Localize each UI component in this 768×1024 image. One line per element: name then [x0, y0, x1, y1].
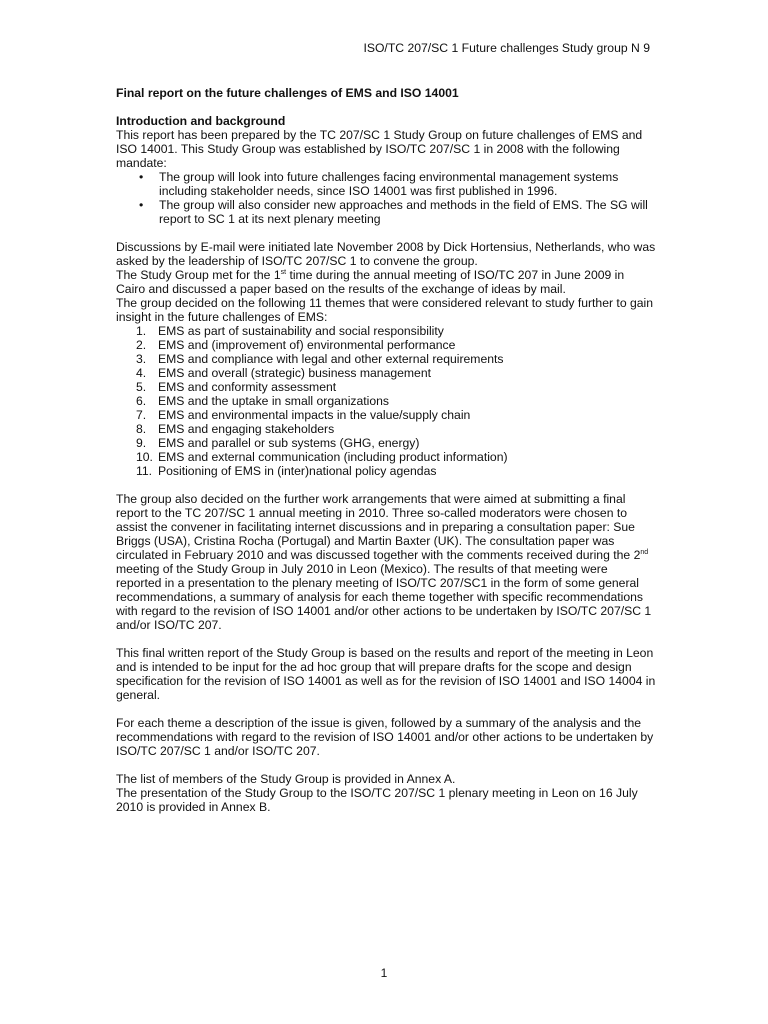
ordinal-superscript: st: [280, 268, 287, 276]
theme-text: EMS as part of sustainability and social responsibility: [158, 324, 444, 338]
theme-number: 10.: [136, 450, 153, 464]
theme-item: [116, 408, 656, 422]
discussions-paragraph: Discussions by E-mail were initiated late November 2008 by Dick Hortensius, Netherlands, who was asked by the leadership of ISO/TC 207/SC 1 to convene the group.: [116, 240, 656, 268]
theme-text: EMS and compliance with legal and other external requirements: [158, 352, 504, 366]
theme-item: [116, 450, 656, 464]
theme-number: 8.: [136, 422, 147, 436]
text-run: The Study Group met for the 1: [116, 268, 281, 282]
document-title: Final report on the future challenges of EMS and ISO 14001: [116, 86, 459, 100]
theme-text: EMS and conformity assessment: [158, 380, 337, 394]
list-item: [116, 198, 656, 226]
theme-text: EMS and the uptake in small organizations: [158, 394, 390, 408]
study-group-met-paragraph: [116, 268, 656, 296]
theme-text: EMS and engaging stakeholders: [158, 422, 335, 436]
final-report-paragraph: This final written report of the Study Group is based on the results and report of the meeting in Leon and is intended to be input for the ad hoc group that will prepare drafts for the scope and design specification for the revision of ISO 14001 as well as for the revision of ISO 14001 and ISO 14004 in general.: [116, 646, 656, 702]
theme-text: EMS and overall (strategic) business management: [158, 366, 431, 380]
theme-number: 4.: [136, 366, 147, 380]
theme-number: 11.: [136, 464, 153, 478]
mandate-bullet-list: [116, 170, 656, 226]
themes-intro-paragraph: The group decided on the following 11 themes that were considered relevant to study further to gain insight in the future challenges of EMS:: [116, 296, 654, 324]
theme-number: 5.: [136, 380, 147, 394]
theme-item: [116, 422, 656, 436]
theme-number: 7.: [136, 408, 147, 422]
theme-item: [116, 436, 656, 450]
each-theme-paragraph: For each theme a description of the issue is given, followed by a summary of the analysis and the recommendations with regard to the revision of ISO 14001 and/or other actions to be undertaken by ISO/TC 207/SC 1 and/or ISO/TC 207.: [116, 716, 654, 758]
theme-text: EMS and external communication (including product information): [158, 450, 508, 464]
page-number: 1: [380, 966, 388, 980]
text-run: time during the annual meeting of ISO/TC 207 in June 2009 in Cairo and discussed a paper based on the results of the exchange of ideas by mail.: [116, 268, 625, 296]
intro-paragraph: This report has been prepared by the TC 207/SC 1 Study Group on future challenges of EMS and ISO 14001. This Study Group was established by ISO/TC 207/SC 1 in 2008 with the following mandate:: [116, 128, 643, 170]
ordinal-superscript: nd: [640, 548, 649, 556]
theme-number: 6.: [136, 394, 147, 408]
theme-item: [116, 352, 656, 366]
theme-number: 2.: [136, 338, 147, 352]
running-header: ISO/TC 207/SC 1 Future challenges Study group N 9: [363, 41, 650, 55]
text-run: The group also decided on the further work arrangements that were aimed at submitting a final report to the TC 207/SC 1 annual meeting in 2010. Three so-called moderators were chosen to assist the convener in facilitating internet discussions and in preparing a consultation paper: Sue Briggs (USA), Cristina Rocha (Portugal) and Martin Baxter (UK). The consultation paper was circulated in February 2010 and was discussed together with the comments received during the 2: [116, 492, 641, 562]
work-arrangements-paragraph: [116, 492, 656, 632]
theme-number: 9.: [136, 436, 147, 450]
theme-text: Positioning of EMS in (inter)national policy agendas: [158, 464, 437, 478]
theme-text: EMS and environmental impacts in the value/supply chain: [158, 408, 471, 422]
theme-text: EMS and (improvement of) environmental performance: [158, 338, 456, 352]
theme-item: [116, 338, 656, 352]
theme-number: 1.: [136, 324, 147, 338]
bullet-text: The group will also consider new approaches and methods in the field of EMS. The SG will report to SC 1 at its next plenary meeting: [159, 198, 648, 226]
themes-numbered-list: [116, 324, 656, 478]
theme-item: [116, 324, 656, 338]
bullet-text: The group will look into future challenges facing environmental management systems including stakeholder needs, since ISO 14001 was first published in 1996.: [159, 170, 619, 198]
theme-item: [116, 464, 656, 478]
bullet-icon: •: [139, 170, 144, 184]
annex-b-line: The presentation of the Study Group to the ISO/TC 207/SC 1 plenary meeting in Leon on 16 July 2010 is provided in Annex B.: [116, 786, 638, 814]
annex-a-line: The list of members of the Study Group is provided in Annex A.: [116, 772, 456, 786]
theme-item: [116, 394, 656, 408]
bullet-icon: •: [139, 198, 144, 212]
theme-text: EMS and parallel or sub systems (GHG, energy): [158, 436, 420, 450]
theme-number: 3.: [136, 352, 147, 366]
document-body: [116, 86, 656, 814]
text-run: meeting of the Study Group in July 2010 in Leon (Mexico). The results of that meeting were reported in a presentation to the plenary meeting of ISO/TC 207/SC1 in the form of some general recommendations, a summary of analysis for each theme together with specific recommendations with regard to the revision of ISO 14001 and/or other actions to be undertaken by ISO/TC 207/SC 1 and/or ISO/TC 207.: [116, 562, 652, 632]
theme-item: [116, 366, 656, 380]
theme-item: [116, 380, 656, 394]
list-item: [116, 170, 656, 198]
section-heading-introduction: Introduction and background: [116, 114, 286, 128]
